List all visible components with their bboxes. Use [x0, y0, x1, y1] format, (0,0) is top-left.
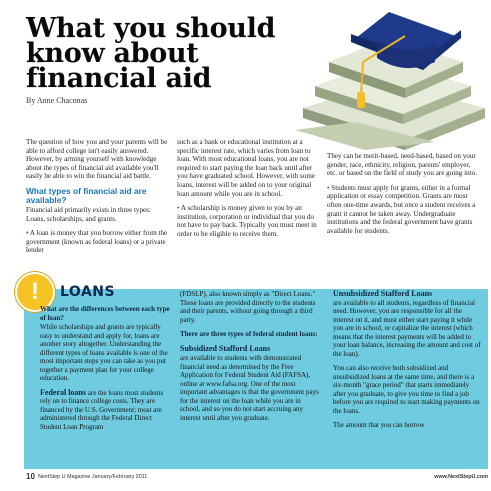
badge-glyph: ! [31, 278, 39, 305]
page-footer [26, 472, 488, 484]
loans-question: What are the differences between each type of loan? [40, 305, 170, 322]
paragraph: are available to students with demonstrated financial need as determined by the Free Application for Federal Student Aid (FAFSA), online at www.fafsa.org. One of the most important advantages is that the government pays for the interest on the loan while you are in school, and so you do not start accruing any interest until after you graduate. [180, 354, 319, 422]
paragraph: (FDSLP), also known simply as "Direct Loans." These loans are provided directly to the students and their parents, without going through a third party. [180, 290, 316, 324]
paragraph: are available to all students, regardless of financial need. However, you are responsible for all the interest on it, and must either start paying it while you are in school, or capitalize the interest (which means that the interest payments will be added to your loan balance, increasing the amount and cost of the loan). [333, 298, 481, 358]
paragraph: The amount that you can borrow [333, 421, 425, 429]
paragraph [327, 184, 479, 236]
byline: By Anne Chaconas [26, 96, 88, 105]
loans-column-1 [40, 305, 173, 437]
loans-heading: LOANS [60, 284, 116, 300]
loans-column-3 [333, 290, 481, 436]
graduation-cap-money-image [285, 0, 491, 152]
article-column-3 [327, 152, 479, 241]
paragraph-text: are the loans most students rely on to finance college costs. They are financed by the U.S. Government; most are administered through the Federal Direct Student Loan Program [40, 388, 164, 431]
paragraph [26, 229, 168, 255]
paragraph: Financial aid primarily exists in three types: Loans, scholarships, and grants. [26, 205, 151, 223]
paragraph: They can be merit-based, need-based, based on your gender, race, ethnicity, religion, parents' employer, etc. or based on the field of study you are going into. [327, 152, 477, 178]
article-column-1 [26, 138, 168, 261]
paragraph-text: Students must apply for grants, either in a formal application or essay competition. Grants are most often one-time awards, but once a student receives a grant it cannot be taken away. Undergraduate institutions and the federal government have grants available for students. [327, 183, 476, 235]
article-column-2 [177, 138, 321, 245]
bullet-icon: • [177, 204, 180, 213]
paragraph [40, 389, 173, 432]
paragraph: While scholarships and grants are typically easy to understand and apply for, loans are another story altogether. Understanding the different types of loans available is one of the most important steps you can take as you put together a payment plan for your college education. [40, 323, 168, 382]
bullet-icon: • [26, 229, 29, 238]
paragraph [177, 204, 321, 238]
federal-loans-label: Federal loans [40, 387, 86, 397]
subheading: What types of financial aid are available? [26, 185, 147, 205]
loans-subheading: There are three types of federal student loans: [180, 330, 318, 338]
paragraph-text: A loan is money that you borrow either from the government (known as federal loans) or a private lender [26, 229, 168, 255]
loans-column-2 [180, 290, 322, 428]
bullet-icon: • [327, 183, 330, 192]
paragraph: such as a bank or educational institution at a specific interest rate, which varies from loan to loan. With most educational loans, you are not required to start paying the loan back until after you have graduated school. However, with some loans, interest will be added on to your original loan amount while you are in school. [177, 138, 316, 198]
magazine-issue: NextStep U Magazine January/February 2011 [38, 474, 148, 480]
website-link[interactable]: www.NextStepU.com [434, 474, 488, 480]
paragraph: You can also receive both subsidized and unsubsidized loans at the same time, and there is a six-month "grace period" that starts immediately after you graduate, to give you time to find a job before you are required to start making payments on the loans. [333, 364, 480, 415]
unsubsidized-stafford-label: Unsubsidized Stafford Loans [333, 289, 433, 298]
paragraph-text: A scholarship is money given to you by an institution, corporation or individual that you do not have to pay back. Typically you must meet in order to be eligible to receive them. [177, 204, 317, 238]
paragraph: The question of how you and your parents will be able to afford college isn't easily answered. However, by arming yourself with knowledge about the types of financial aid available you'll easily be able to win the financial aid battle. [26, 138, 168, 181]
page-number: 10 [26, 472, 35, 481]
subsidized-stafford-label: Subsidized Stafford Loans [180, 343, 271, 353]
article-title: What you should know about financial aid [26, 13, 276, 94]
